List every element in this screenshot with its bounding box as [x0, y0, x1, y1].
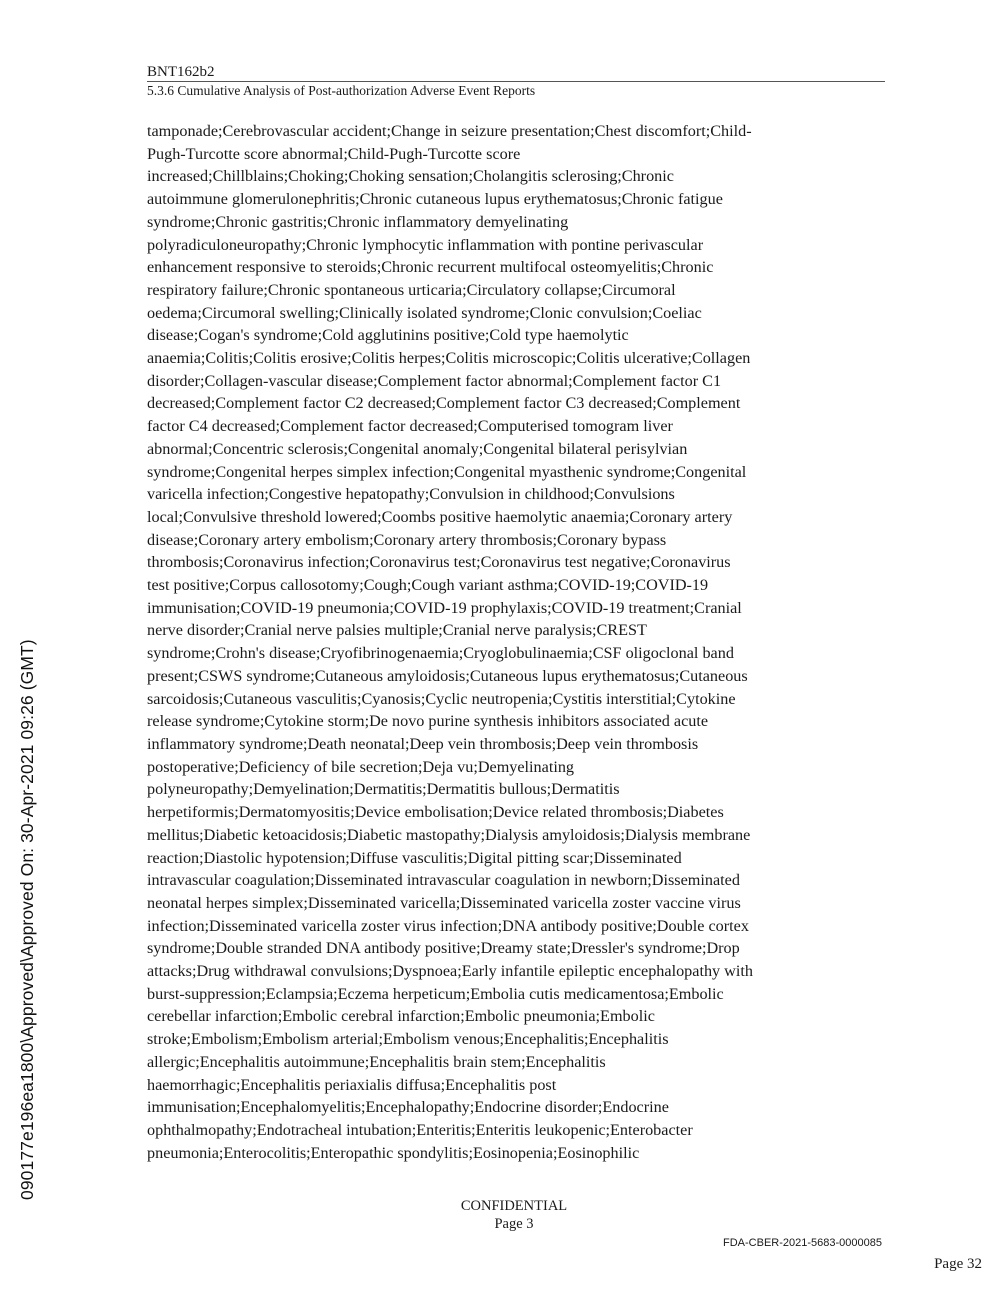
section-title: 5.3.6 Cumulative Analysis of Post-authorization Adverse Event Reports	[147, 83, 536, 98]
bates-number: FDA-CBER-2021-5683-0000085	[723, 1237, 882, 1249]
adverse-event-list-text: tamponade;Cerebrovascular accident;Change in seizure presentation;Chest discomfort;Child- Pugh-Turcotte score abnormal;Child-Pugh-Turcotte score increased;Chillblains;Choking;Choking sensation;Cholangitis sclerosing;Chronic autoimmune glomerulonephritis;Chronic cutaneous lupus erythematosus;Chronic fatigue syndrome;Chronic gastritis;Chronic inflammatory demyelinating polyradiculoneuropathy;Chronic lymphocytic inflammation with pontine perivascular enhancement responsive to steroids;Chronic recurrent multifocal osteomyelitis;Chronic respiratory failure;Chronic spontaneous urticaria;Circulatory collapse;Circumoral oedema;Circumoral swelling;Clinically isolated syndrome;Clonic convulsion;Coeliac disease;Cogan's syndrome;Cold agglutinins positive;Cold type haemolytic anaemia;Colitis;Colitis erosive;Colitis herpes;Colitis microscopic;Colitis ulcerative;Collagen disorder;Collagen-vascular disease;Complement factor abnormal;Complement factor C1 decreased;Complement factor C2 decreased;Complement factor C3 decreased;Complement factor C4 decreased;Complement factor decreased;Computerised tomogram liver abnormal;Concentric sclerosis;Congenital anomaly;Congenital bilateral perisylvian syndrome;Congenital herpes simplex infection;Congenital myasthenic syndrome;Congenital varicella infection;Congestive hepatopathy;Convulsion in childhood;Convulsions local;Convulsive threshold lowered;Coombs positive haemolytic anaemia;Coronary artery disease;Coronary artery embolism;Coronary artery thrombosis;Coronary bypass thrombosis;Coronavirus infection;Coronavirus test;Coronavirus test negative;Coronavirus test positive;Corpus callosotomy;Cough;Cough variant asthma;COVID-19;COVID-19 immunisation;COVID-19 pneumonia;COVID-19 prophylaxis;COVID-19 treatment;Cranial nerve disorder;Cranial nerve palsies multiple;Cranial nerve paralysis;CREST syndrome;Crohn's disease;Cryofibrinogenaemia;Cryoglobulinaemia;CSF oligoclonal band present;CSWS syndrome;Cutaneous amyloidosis;Cutaneous lupus erythematosus;Cutaneous sarcoidosis;Cutaneous vasculitis;Cyanosis;Cyclic neutropenia;Cystitis interstitial;Cytokine release syndrome;Cytokine storm;De novo purine synthesis inhibitors associated acute inflammatory syndrome;Death neonatal;Deep vein thrombosis;Deep vein thrombosis postoperative;Deficiency of bile secretion;Deja vu;Demyelinating polyneuropathy;Demyelination;Dermatitis;Dermatitis bullous;Dermatitis herpetiformis;Dermatomyositis;Device embolisation;Device related thrombosis;Diabetes mellitus;Diabetic ketoacidosis;Diabetic mastopathy;Dialysis amyloidosis;Dialysis membrane reaction;Diastolic hypotension;Diffuse vasculitis;Digital pitting scar;Disseminated intravascular coagulation;Disseminated intravascular coagulation in newborn;Disseminated neonatal herpes simplex;Disseminated varicella;Disseminated varicella zoster vaccine virus infection;Disseminated varicella zoster virus infection;DNA antibody positive;Double cortex syndrome;Double stranded DNA antibody positive;Dreamy state;Dressler's syndrome;Drop attacks;Drug withdrawal convulsions;Dyspnoea;Early infantile epileptic encephalopathy with burst-suppression;Eclampsia;Eczema herpeticum;Embolia cutis medicamentosa;Embolic cerebellar infarction;Embolic cerebral infarction;Embolic pneumonia;Embolic stroke;Embolism;Embolism arterial;Embolism venous;Encephalitis;Encephalitis allergic;Encephalitis autoimmune;Encephalitis brain stem;Encephalitis haemorrhagic;Encephalitis periaxialis diffusa;Encephalitis post immunisation;Encephalomyelitis;Encephalopathy;Endocrine disorder;Endocrine ophthalmopathy;Endotracheal intubation;Enteritis;Enteritis leukopenic;Enterobacter pneumonia;Enterocolitis;Enteropathic spondylitis;Eosinopenia;Eosinophilic	[147, 122, 753, 1162]
outer-page-number: Page 32	[934, 1256, 982, 1272]
header-divider	[147, 81, 885, 82]
document-id: BNT162b2	[147, 64, 215, 80]
approval-stamp: 090177e196ea1800\Approved\Approved On: 30-Apr-2021 09:26 (GMT)	[17, 639, 37, 1200]
page-number: Page 3	[494, 1216, 534, 1232]
confidential-label: CONFIDENTIAL	[460, 1198, 568, 1214]
